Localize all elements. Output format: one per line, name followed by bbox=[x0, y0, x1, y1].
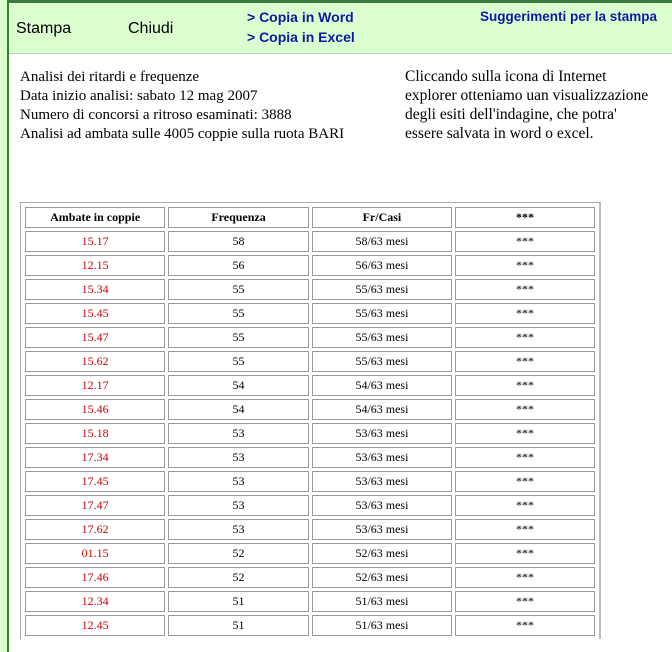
cell-extra: *** bbox=[455, 447, 595, 468]
summary-title: Analisi dei ritardi e frequenze bbox=[20, 69, 200, 85]
cell-frequenza: 58 bbox=[168, 231, 309, 252]
header-frequenza: Frequenza bbox=[168, 207, 309, 228]
table-row bbox=[25, 615, 595, 636]
cell-fr-casi: 54/63 mesi bbox=[312, 399, 452, 420]
copy-to-word-link[interactable]: > Copia in Word bbox=[247, 9, 354, 25]
table-row bbox=[25, 399, 595, 420]
cell-coppia: 15.34 bbox=[25, 279, 165, 300]
table-row bbox=[25, 231, 595, 252]
cell-coppia: 17.62 bbox=[25, 519, 165, 540]
cell-coppia: 12.34 bbox=[25, 591, 165, 612]
table-row bbox=[25, 471, 595, 492]
cell-coppia: 17.34 bbox=[25, 447, 165, 468]
cell-extra: *** bbox=[455, 279, 595, 300]
cell-fr-casi: 53/63 mesi bbox=[312, 423, 452, 444]
cell-extra: *** bbox=[455, 567, 595, 588]
table-row bbox=[25, 255, 595, 276]
cell-coppia: 12.15 bbox=[25, 255, 165, 276]
cell-fr-casi: 53/63 mesi bbox=[312, 519, 452, 540]
header-ambate-in-coppie: Ambate in coppie bbox=[25, 207, 165, 228]
cell-coppia: 15.18 bbox=[25, 423, 165, 444]
cell-fr-casi: 53/63 mesi bbox=[312, 471, 452, 492]
results-table bbox=[22, 204, 598, 639]
table-row bbox=[25, 375, 595, 396]
table-body bbox=[25, 231, 595, 636]
cell-extra: *** bbox=[455, 231, 595, 252]
table-header-row bbox=[25, 207, 595, 228]
table-row bbox=[25, 495, 595, 516]
cell-fr-casi: 56/63 mesi bbox=[312, 255, 452, 276]
table-row bbox=[25, 567, 595, 588]
cell-coppia: 15.45 bbox=[25, 303, 165, 324]
cell-frequenza: 53 bbox=[168, 423, 309, 444]
cell-fr-casi: 53/63 mesi bbox=[312, 447, 452, 468]
table-row bbox=[25, 327, 595, 348]
summary-draws-examined: Numero di concorsi a ritroso esaminati: 3888 bbox=[20, 107, 292, 123]
cell-coppia: 17.45 bbox=[25, 471, 165, 492]
cell-extra: *** bbox=[455, 519, 595, 540]
cell-extra: *** bbox=[455, 543, 595, 564]
table-row bbox=[25, 543, 595, 564]
cell-fr-casi: 52/63 mesi bbox=[312, 543, 452, 564]
cell-extra: *** bbox=[455, 255, 595, 276]
table-row bbox=[25, 447, 595, 468]
close-button[interactable]: Chiudi bbox=[128, 20, 174, 37]
table-row bbox=[25, 303, 595, 324]
cell-frequenza: 53 bbox=[168, 495, 309, 516]
cell-coppia: 17.47 bbox=[25, 495, 165, 516]
left-frame-border bbox=[0, 0, 9, 652]
cell-coppia: 15.47 bbox=[25, 327, 165, 348]
cell-fr-casi: 54/63 mesi bbox=[312, 375, 452, 396]
cell-frequenza: 52 bbox=[168, 567, 309, 588]
cell-frequenza: 53 bbox=[168, 519, 309, 540]
cell-extra: *** bbox=[455, 375, 595, 396]
cell-frequenza: 55 bbox=[168, 327, 309, 348]
cell-fr-casi: 51/63 mesi bbox=[312, 591, 452, 612]
results-table-frame bbox=[20, 202, 601, 639]
table-row bbox=[25, 351, 595, 372]
cell-frequenza: 54 bbox=[168, 375, 309, 396]
export-note: Cliccando sulla icona di Internet explorer otteniamo uan visualizzazione degli esiti dell'indagine, che potra' essere salvata in word o excel. bbox=[405, 68, 649, 142]
table-row bbox=[25, 279, 595, 300]
table-row bbox=[25, 591, 595, 612]
print-tips-link[interactable]: Suggerimenti per la stampa bbox=[480, 9, 658, 24]
cell-extra: *** bbox=[455, 399, 595, 420]
header-fr-casi: Fr/Casi bbox=[312, 207, 452, 228]
cell-frequenza: 52 bbox=[168, 543, 309, 564]
cell-frequenza: 55 bbox=[168, 279, 309, 300]
cell-extra: *** bbox=[455, 303, 595, 324]
summary-analysis-scope: Analisi ad ambata sulle 4005 coppie sulla ruota BARI bbox=[20, 126, 345, 142]
cell-frequenza: 53 bbox=[168, 471, 309, 492]
cell-frequenza: 51 bbox=[168, 615, 309, 636]
cell-frequenza: 56 bbox=[168, 255, 309, 276]
cell-fr-casi: 55/63 mesi bbox=[312, 303, 452, 324]
cell-extra: *** bbox=[455, 471, 595, 492]
cell-frequenza: 53 bbox=[168, 447, 309, 468]
toolbar bbox=[9, 3, 672, 54]
summary-start-date: Data inizio analisi: sabato 12 mag 2007 bbox=[20, 88, 258, 104]
cell-fr-casi: 55/63 mesi bbox=[312, 327, 452, 348]
cell-extra: *** bbox=[455, 615, 595, 636]
cell-extra: *** bbox=[455, 591, 595, 612]
cell-fr-casi: 53/63 mesi bbox=[312, 495, 452, 516]
print-button[interactable]: Stampa bbox=[16, 20, 72, 37]
cell-coppia: 12.17 bbox=[25, 375, 165, 396]
cell-coppia: 15.17 bbox=[25, 231, 165, 252]
cell-frequenza: 55 bbox=[168, 303, 309, 324]
cell-frequenza: 54 bbox=[168, 399, 309, 420]
cell-fr-casi: 51/63 mesi bbox=[312, 615, 452, 636]
table-row bbox=[25, 519, 595, 540]
table-row bbox=[25, 423, 595, 444]
cell-fr-casi: 58/63 mesi bbox=[312, 231, 452, 252]
cell-extra: *** bbox=[455, 327, 595, 348]
cell-coppia: 17.46 bbox=[25, 567, 165, 588]
cell-coppia: 15.46 bbox=[25, 399, 165, 420]
cell-frequenza: 51 bbox=[168, 591, 309, 612]
cell-fr-casi: 55/63 mesi bbox=[312, 279, 452, 300]
cell-frequenza: 55 bbox=[168, 351, 309, 372]
cell-fr-casi: 52/63 mesi bbox=[312, 567, 452, 588]
cell-coppia: 15.62 bbox=[25, 351, 165, 372]
cell-fr-casi: 55/63 mesi bbox=[312, 351, 452, 372]
analysis-summary bbox=[20, 68, 344, 144]
cell-coppia: 12.45 bbox=[25, 615, 165, 636]
header-extra: *** bbox=[455, 207, 595, 228]
cell-extra: *** bbox=[455, 495, 595, 516]
cell-coppia: 01.15 bbox=[25, 543, 165, 564]
cell-extra: *** bbox=[455, 351, 595, 372]
cell-extra: *** bbox=[455, 423, 595, 444]
copy-to-excel-link[interactable]: > Copia in Excel bbox=[247, 29, 355, 45]
